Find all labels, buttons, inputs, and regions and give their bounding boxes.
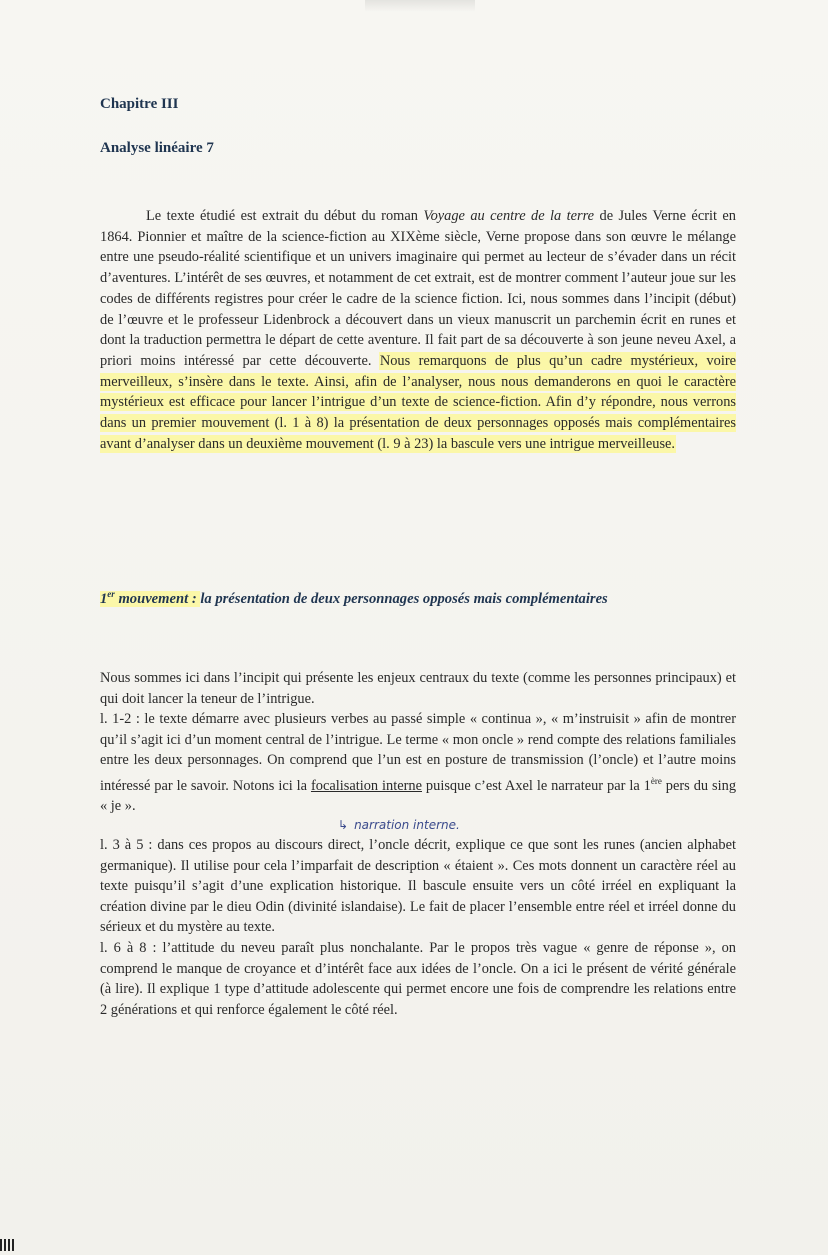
body-paragraph-2 (100, 709, 736, 817)
body-paragraph-2-text-a: l. 1-2 : le texte démarre avec plusieurs verbes au passé simple « continua », « m’instruisit » afin de montrer qu’il s’agit ici d’un moment central de l’intrigue. Le terme « mon oncle » rend compte des relations familiales entre les deux personnages. On comprend que l’un est en posture de transmission (l’oncle) et l’autre moins intéressé par le savoir. Notons ici la (100, 711, 736, 794)
section-heading (100, 584, 736, 610)
scan-artifact (365, 0, 475, 12)
ordinal-superscript: ère (650, 775, 662, 786)
barcode-mark (0, 1239, 14, 1251)
analysis-heading: Analyse linéaire 7 (100, 140, 214, 156)
arrow-right-icon: ↳ (338, 817, 349, 832)
chapter-heading: Chapitre III (100, 96, 179, 112)
body-paragraph-2-text-b: puisque c’est Axel le narrateur par la 1 (422, 777, 651, 794)
body-paragraph-1: Nous sommes ici dans l’incipit qui présente les enjeux centraux du texte (comme les personnes principaux) et qui doit lancer la teneur de l’intrigue. (100, 670, 736, 707)
highlighted-problematic: Nous remarquons de plus qu’un cadre mystérieux, voire merveilleux, s’insère dans le texte. Ainsi, afin de l’analyser, nous nous demanderons en quoi le caractère mystérieux est efficace pour lancer l’intrigue d’un texte de science-fiction. Afin d’y répondre, nous verrons dans un premier mouvement (l. 1 à 8) la présentation de deux personnages opposés mais complémentaires avant d’analyser dans un deuxième mouvement (l. 9 à 23) la bascule vers une intrigue merveilleuse. (100, 352, 736, 452)
section-superscript: er (107, 589, 115, 599)
section-number: 1 (100, 590, 108, 607)
intro-paragraph (100, 206, 736, 454)
analysis-body (100, 668, 736, 1020)
section-title-text: la présentation de deux personnages opposés mais complémentaires (200, 590, 608, 607)
underlined-term: focalisation interne (310, 777, 422, 794)
handwritten-annotation (338, 815, 736, 835)
intro-text-1: Le texte étudié est extrait du début du roman (146, 208, 424, 224)
handwritten-note-text: narration interne. (354, 817, 460, 832)
body-paragraph-2-text-c: pers du sing « je ». (100, 777, 737, 815)
intro-text-2: de Jules Verne écrit en 1864. Pionnier et maître de la science-fiction au XIXème siècle, Verne propose dans son œuvre le mélange entre une pseudo-réalité scientifique et un univers imaginaire qui permet au lecteur de s’évader dans un récit d’aventures. L’intérêt de ses œuvres, et notamment de cet extrait, est de montrer comment l’auteur joue sur les codes de différents registres pour créer le cadre de la science fiction. Ici, nous sommes dans l’incipit (début) de l’œuvre et le professeur Lidenbrock a découvert dans un vieux manuscrit un parchemin écrit en runes et dont la traduction permettra le départ de cette aventure. Il fait part de sa découverte à son jeune neveu Axel, a priori moins intéressé par cette découverte. (100, 208, 736, 369)
book-title: Voyage au centre de la terre (423, 208, 595, 224)
body-paragraph-3: l. 3 à 5 : dans ces propos au discours direct, l’oncle décrit, explique ce que sont les runes (ancien alphabet germanique). Il utilise pour cela l’imparfait de description « étaient ». Ces mots donnent un caractère réel au texte puisqu’il s’agit d’une explication historique. Il bascule ensuite vers un côté irréel en expliquant la création divine par le dieu Odin (divinité islandaise). Le fait de placer l’ensemble entre réel et irréel donne du sérieux et du mystère au texte. (100, 836, 736, 936)
section-label: mouvement : (114, 590, 201, 607)
body-paragraph-4: l. 6 à 8 : l’attitude du neveu paraît plus nonchalante. Par le propos très vague « genre de réponse », on comprend le manque de croyance et d’intérêt face aux idées de l’oncle. On a ici le présent de vérité générale (à lire). Il explique 1 type d’attitude adolescente qui permet encore une fois de comprendre les relations entre 2 générations et qui renforce également le côté réel. (100, 939, 736, 1018)
